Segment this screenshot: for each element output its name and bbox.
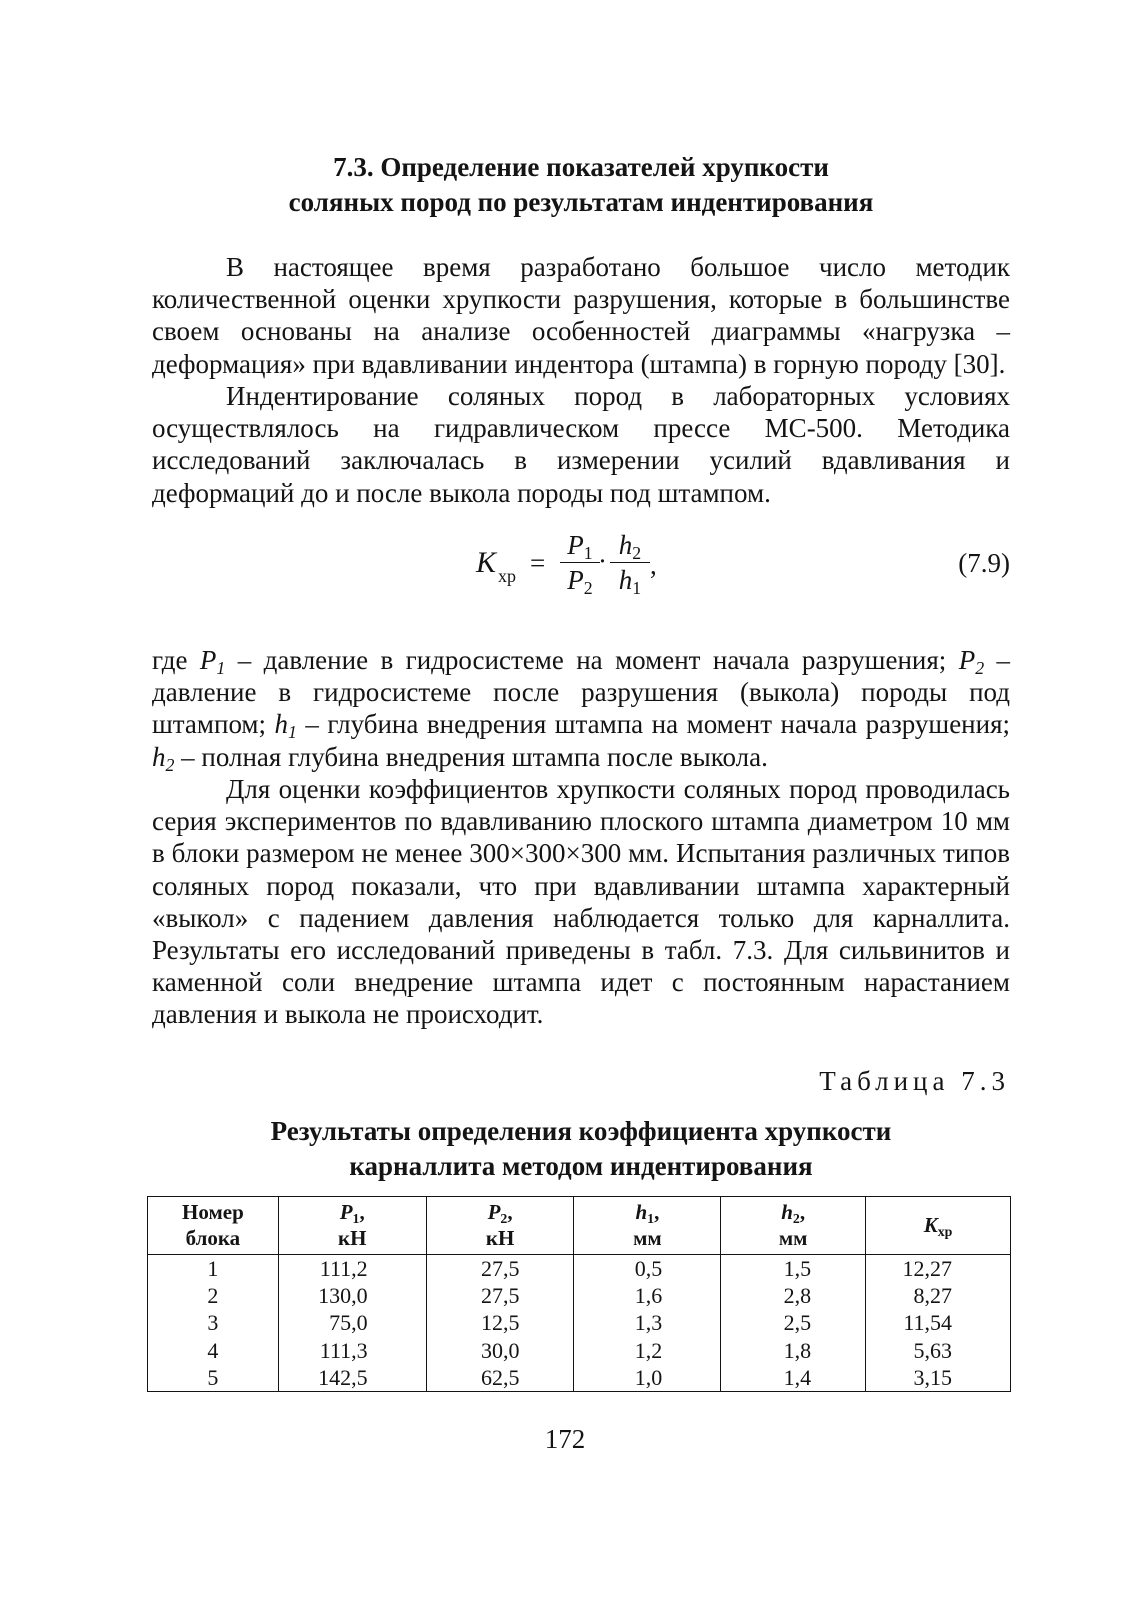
cell-h1: 1,6 <box>574 1282 721 1309</box>
var-p2: $P_2$ <box>958 645 985 678</box>
results-table <box>147 1196 1011 1392</box>
cell-p2: 27,5 <box>426 1282 574 1309</box>
cell-p2: 27,5 <box>426 1255 574 1283</box>
page-number: 172 <box>544 1424 586 1454</box>
cell-h2: 1,5 <box>721 1255 866 1283</box>
section-heading-line-1: 7.3. Определение показателей хрупкости <box>333 152 829 182</box>
formula-multiply: · <box>598 546 607 576</box>
table-row <box>148 1309 1011 1336</box>
paragraph-experiments <box>152 773 1010 1031</box>
cell-kxp: 12,27 <box>866 1255 1011 1283</box>
cell-p2: 30,0 <box>426 1337 574 1364</box>
cell-block: 3 <box>148 1309 279 1336</box>
table-row <box>148 1364 1011 1392</box>
paragraph-experiments-text: Для оценки коэффициентов хрупкости соляных пород проводилась серия экспериментов по вдавливанию плоского штампа диаметром 10 мм в блоки размером не менее 300×300×300 мм. Испытания различных типов соляных пород показали, что при вдавливании штампа характерный «выкол» с падением давления наблюдается только для карналлита. Результаты его исследований приведены в табл. 7.3. Для сильвинитов и каменной соли внедрение штампа идет с постоянным нарастанием давления и выкола не происходит. <box>152 774 1010 1030</box>
paragraph-method <box>152 380 1010 509</box>
cell-h1: 1,3 <box>574 1309 721 1336</box>
cell-block: 5 <box>148 1364 279 1392</box>
formula-fraction-depth <box>610 528 650 597</box>
header-p1: $P_1$, кН <box>278 1197 426 1255</box>
cell-p1: 142,5 <box>278 1364 426 1392</box>
table-header-row <box>148 1197 1011 1255</box>
cell-kxp: 5,63 <box>866 1337 1011 1364</box>
table-title-line-1: Результаты определения коэффициента хрупкости <box>270 1116 892 1146</box>
formula-lhs-subscript: хр <box>498 566 516 586</box>
table-title <box>150 1114 1012 1184</box>
cell-p1: 111,2 <box>278 1255 426 1283</box>
cell-kxp: 3,15 <box>866 1364 1011 1392</box>
cell-block: 1 <box>148 1255 279 1283</box>
cell-h1: 1,0 <box>574 1364 721 1392</box>
table-title-line-2: карналлита методом индентирования <box>349 1151 813 1181</box>
cell-p2: 12,5 <box>426 1309 574 1336</box>
table-label: Таблица 7.3 <box>819 1066 1010 1096</box>
paragraph-intro-text: В настоящее время разработано большое число методик количественной оценки хрупкости разрушения, которые в большинстве своем основаны на анализе особенностей диаграммы «нагрузка – деформация» при вдавливании индентора (штампа) в горную породу [30]. <box>152 252 1010 379</box>
table-row <box>148 1282 1011 1309</box>
header-h1: $h_1$, мм <box>574 1197 721 1255</box>
paragraph-definitions: где $P_1$ – давление в гидросистеме на момент начала разрушения; $P_2$ – давление в гидросистеме после разрушения (выкола) породы под штампом; $h_1$ – глубина внедрения штампа на момент начала разрушения; $h_2$ – полная глубина внедрения штампа после выкола. <box>152 645 1011 775</box>
cell-h2: 1,8 <box>721 1337 866 1364</box>
cell-h2: 2,8 <box>721 1282 866 1309</box>
fraction-numerator: $h_2$ <box>618 530 642 563</box>
var-p1: $P_1$ <box>199 645 226 678</box>
cell-p1: 111,3 <box>278 1337 426 1364</box>
formula-equals: = <box>530 548 546 578</box>
formula-fraction-pressure <box>560 528 600 597</box>
cell-block: 4 <box>148 1337 279 1364</box>
table-row <box>148 1337 1011 1364</box>
cell-p1: 130,0 <box>278 1282 426 1309</box>
formula-number: (7.9) <box>958 548 1010 578</box>
formula-7-9 <box>470 528 1010 608</box>
header-h2: $h_2$, мм <box>721 1197 866 1255</box>
cell-kxp: 8,27 <box>866 1282 1011 1309</box>
paragraph-method-text: Индентирование соляных пород в лабораторных условиях осуществлялось на гидравлическом прессе МС-500. Методика исследований заключалась в измерении усилий вдавливания и деформаций до и после выкола породы под штампом. <box>152 381 1010 508</box>
cell-h1: 0,5 <box>574 1255 721 1283</box>
var-h1: $h_1$ <box>274 709 297 743</box>
cell-h2: 2,5 <box>721 1309 866 1336</box>
cell-kxp: 11,54 <box>866 1309 1011 1336</box>
formula-lhs: K <box>476 546 497 579</box>
cell-h1: 1,2 <box>574 1337 721 1364</box>
fraction-numerator: $P_1$ <box>567 530 593 563</box>
table-row <box>148 1255 1011 1283</box>
paragraph-intro <box>152 251 1010 380</box>
fraction-denominator: $P_2$ <box>567 565 593 598</box>
section-heading <box>150 150 1012 220</box>
header-block-number: Номер блока <box>148 1197 279 1255</box>
header-p2: $P_2$, кН <box>426 1197 574 1255</box>
formula-comma: , <box>650 550 657 580</box>
var-h2: $h_2$ <box>152 741 175 775</box>
cell-p1: 75,0 <box>278 1309 426 1336</box>
cell-block: 2 <box>148 1282 279 1309</box>
header-kxp: $K_{хр}$ <box>866 1197 1011 1255</box>
cell-p2: 62,5 <box>426 1364 574 1392</box>
fraction-denominator: $h_1$ <box>618 565 642 598</box>
section-heading-line-2: соляных пород по результатам индентирования <box>288 187 874 217</box>
cell-h2: 1,4 <box>721 1364 866 1392</box>
